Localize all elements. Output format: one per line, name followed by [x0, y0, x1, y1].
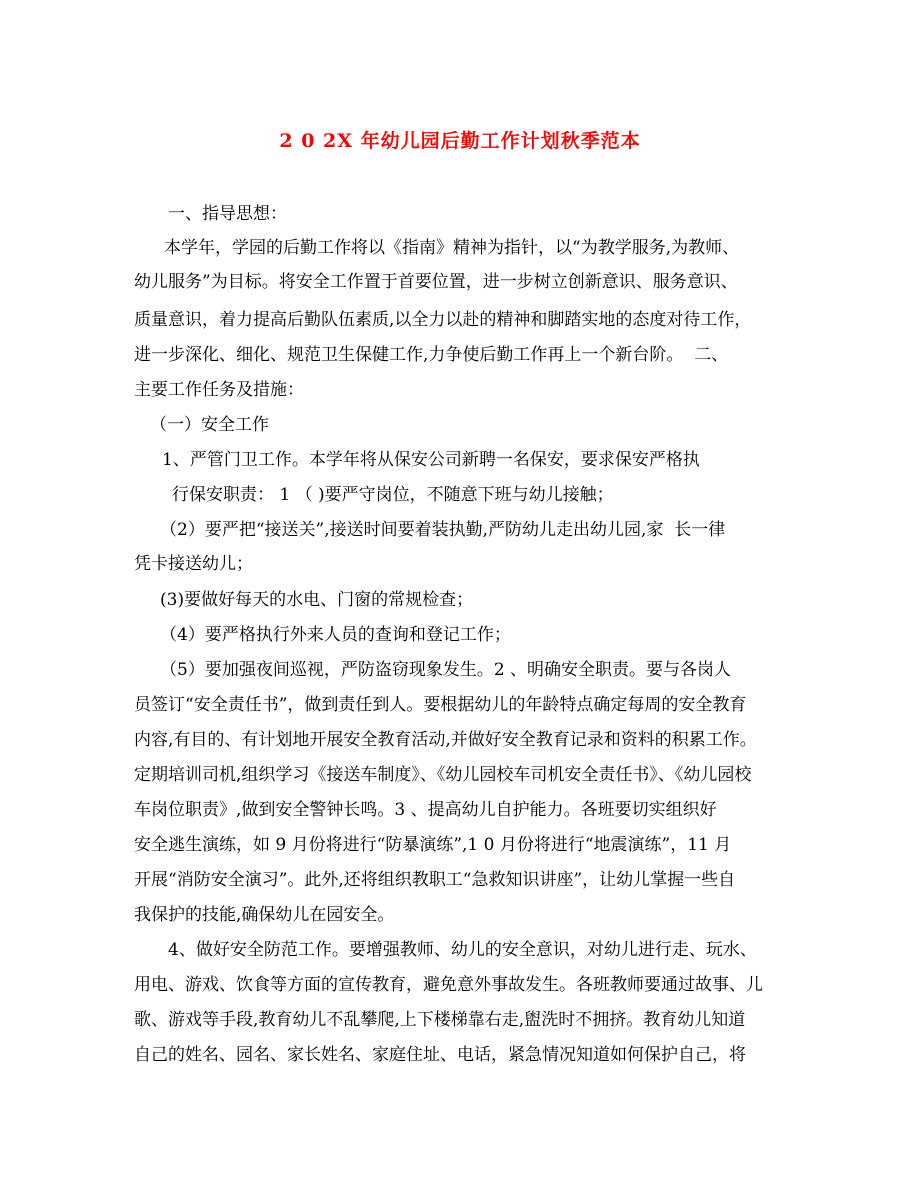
paragraph-line: 定期培训司机,组织学习《接送车制度》、《幼儿园校车司机安全责任书》、《幼儿园校 — [134, 765, 752, 785]
paragraph-line: 进一步深化、细化、规范卫生保健工作,力争使后勤工作再上一个新台阶。 ￼ 二、 — [134, 345, 729, 365]
paragraph-line: 我保护的技能,确保幼儿在园安全。 — [134, 905, 395, 925]
paragraph-line: 1、严管门卫工作。本学年将从保安公司新聘一名保安，要求保安严格执 — [162, 450, 700, 470]
paragraph-line: （2）要严把“接送关”,接送时间要着装执勤,严防幼儿走出幼儿园,家 ￼ 长一律 — [160, 520, 726, 540]
paragraph-line: 自己的姓名、园名、家长姓名、家庭住址、电话，紧急情况知道如何保护自己，将 — [134, 1045, 746, 1065]
paragraph-line: 车岗位职责》,做到安全警钟长鸣。3 ￼、提高幼儿自护能力。各班要切实组织好 — [134, 800, 717, 820]
paragraph-line: 4、做好安全防范工作。要增强教师、幼儿的安全意识，对幼儿进行走、玩水、 — [168, 940, 757, 960]
section-heading-safety: （一）安全工作 — [150, 415, 269, 435]
paragraph-line: 用电、游戏、饮食等方面的宣传教育，避免意外事故发生。各班教师要通过故事、儿 — [134, 975, 763, 995]
paragraph-line: 质量意识，着力提高后勤队伍素质,以全力以赴的精神和脚踏实地的态度对待工作， — [134, 310, 752, 330]
heading-guiding-thought: 一、指导思想： — [168, 204, 287, 224]
paragraph-line: 开展“消防安全演习”。此外,还将组织教职工“急救知识讲座”，让幼儿掌握一些自 — [134, 870, 736, 890]
paragraph-line: （5）要加强夜间巡视，严防盗窃现象发生。2 ￼、明确安全职责。要与各岗人 — [160, 660, 732, 680]
paragraph-line: 本学年，学园的后勤工作将以《指南》精神为指针，以“为教学服务,为教师、 — [164, 238, 740, 258]
paragraph-line: 安全逃生演练，如 9 月份将进行“防暴演练”,1 0 月份将进行“地震演练”，11 月 — [134, 835, 732, 855]
paragraph-line: 幼儿服务”为目标。将安全工作置于首要位置，进一步树立创新意识、服务意识、 — [134, 272, 738, 292]
paragraph-line: 歌、游戏等手段,教育幼儿不乱攀爬,上下楼梯靠右走,盥洗时不拥挤。教育幼儿知道 — [134, 1010, 746, 1030]
paragraph-line: 员签订“安全责任书”，做到责任到人。要根据幼儿的年龄特点确定每周的安全教育 — [134, 695, 747, 715]
paragraph-line: (3)要做好每天的水电、门窗的常规检查； — [160, 590, 474, 610]
paragraph-line: 行保安职责： 1 （ ￼)要严守岗位，不随意下班与幼儿接触； — [172, 485, 614, 505]
paragraph-line: 主要工作任务及措施： — [134, 380, 304, 400]
paragraph-line: 凭卡接送幼儿； — [134, 554, 253, 574]
paragraph-line: （4）要严格执行外来人员的查询和登记工作； — [160, 625, 511, 645]
document-title: 2 0 2X 年幼儿园后勤工作计划秋季范本 — [279, 130, 641, 152]
paragraph-line: 内容,有目的、有计划地开展安全教育活动,并做好安全教育记录和资料的积累工作。 — [134, 730, 757, 750]
